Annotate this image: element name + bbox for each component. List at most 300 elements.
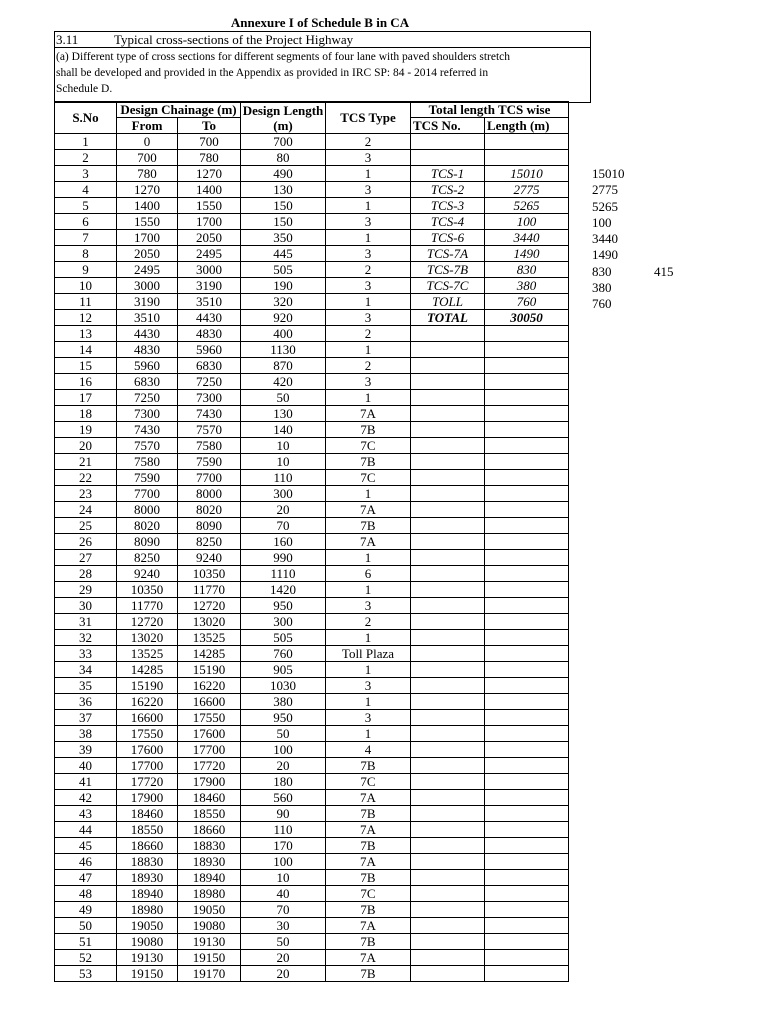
design-length-cell: 10 bbox=[241, 870, 326, 886]
empty-cell bbox=[485, 774, 569, 790]
to-cell: 18930 bbox=[178, 854, 241, 870]
tcs-no-cell: TCS-1 bbox=[411, 166, 485, 182]
table-row bbox=[55, 150, 569, 166]
table-row bbox=[55, 422, 569, 438]
table-row bbox=[55, 886, 569, 902]
from-cell: 19130 bbox=[117, 950, 178, 966]
from-cell: 13525 bbox=[117, 646, 178, 662]
sno-cell: 25 bbox=[55, 518, 117, 534]
tcs-type-cell: 1 bbox=[326, 390, 411, 406]
from-cell: 5960 bbox=[117, 358, 178, 374]
sno-cell: 23 bbox=[55, 486, 117, 502]
table-row bbox=[55, 950, 569, 966]
empty-cell bbox=[485, 422, 569, 438]
design-length-cell: 50 bbox=[241, 934, 326, 950]
design-length-cell: 70 bbox=[241, 518, 326, 534]
from-cell: 18940 bbox=[117, 886, 178, 902]
header-length: Length (m) bbox=[485, 118, 569, 134]
table-row bbox=[55, 870, 569, 886]
tcs-type-cell: 1 bbox=[326, 294, 411, 310]
to-cell: 3000 bbox=[178, 262, 241, 278]
empty-cell bbox=[485, 566, 569, 582]
table-row bbox=[55, 358, 569, 374]
to-cell: 17600 bbox=[178, 726, 241, 742]
tcs-type-cell: 3 bbox=[326, 710, 411, 726]
tcs-type-cell: 7C bbox=[326, 470, 411, 486]
design-length-cell: 170 bbox=[241, 838, 326, 854]
tcs-length-cell: 380 bbox=[485, 278, 569, 294]
sno-cell: 45 bbox=[55, 838, 117, 854]
empty-cell bbox=[411, 614, 485, 630]
design-length-cell: 130 bbox=[241, 406, 326, 422]
empty-cell bbox=[411, 726, 485, 742]
empty-cell bbox=[485, 150, 569, 166]
table-row bbox=[55, 726, 569, 742]
from-cell: 8000 bbox=[117, 502, 178, 518]
tcs-type-cell: 1 bbox=[326, 694, 411, 710]
tcs-type-cell: 3 bbox=[326, 678, 411, 694]
from-cell: 17700 bbox=[117, 758, 178, 774]
from-cell: 7580 bbox=[117, 454, 178, 470]
section-title: Typical cross-sections of the Project Highway bbox=[114, 32, 354, 47]
empty-cell bbox=[411, 646, 485, 662]
to-cell: 17720 bbox=[178, 758, 241, 774]
sno-cell: 50 bbox=[55, 918, 117, 934]
tcs-type-cell: 7B bbox=[326, 454, 411, 470]
to-cell: 13020 bbox=[178, 614, 241, 630]
design-length-cell: 180 bbox=[241, 774, 326, 790]
sno-cell: 16 bbox=[55, 374, 117, 390]
design-length-cell: 10 bbox=[241, 454, 326, 470]
empty-cell bbox=[411, 806, 485, 822]
tcs-type-cell: 1 bbox=[326, 726, 411, 742]
design-length-cell: 905 bbox=[241, 662, 326, 678]
empty-cell bbox=[411, 838, 485, 854]
empty-cell bbox=[485, 790, 569, 806]
empty-cell bbox=[411, 774, 485, 790]
empty-cell bbox=[485, 390, 569, 406]
sno-cell: 34 bbox=[55, 662, 117, 678]
design-length-cell: 20 bbox=[241, 502, 326, 518]
tcs-type-cell: 7A bbox=[326, 854, 411, 870]
tcs-type-cell: 7B bbox=[326, 870, 411, 886]
to-cell: 7700 bbox=[178, 470, 241, 486]
to-cell: 18940 bbox=[178, 870, 241, 886]
tcs-no-cell: TCS-3 bbox=[411, 198, 485, 214]
empty-cell bbox=[411, 566, 485, 582]
empty-cell bbox=[485, 534, 569, 550]
empty-cell bbox=[485, 518, 569, 534]
to-cell: 3190 bbox=[178, 278, 241, 294]
tcs-length-cell: 100 bbox=[485, 214, 569, 230]
empty-cell bbox=[485, 502, 569, 518]
from-cell: 4430 bbox=[117, 326, 178, 342]
design-length-cell: 505 bbox=[241, 630, 326, 646]
sno-cell: 9 bbox=[55, 262, 117, 278]
design-length-cell: 300 bbox=[241, 486, 326, 502]
tcs-type-cell: 1 bbox=[326, 486, 411, 502]
empty-cell bbox=[485, 902, 569, 918]
design-length-cell: 110 bbox=[241, 470, 326, 486]
from-cell: 18660 bbox=[117, 838, 178, 854]
empty-cell bbox=[485, 678, 569, 694]
empty-cell bbox=[485, 358, 569, 374]
tcs-type-cell: Toll Plaza bbox=[326, 646, 411, 662]
tcs-type-cell: 7B bbox=[326, 758, 411, 774]
empty-cell bbox=[485, 326, 569, 342]
empty-cell bbox=[485, 470, 569, 486]
sno-cell: 15 bbox=[55, 358, 117, 374]
sno-cell: 53 bbox=[55, 966, 117, 982]
empty-cell bbox=[411, 966, 485, 982]
design-length-cell: 560 bbox=[241, 790, 326, 806]
sno-cell: 8 bbox=[55, 246, 117, 262]
tcs-length-cell: 1490 bbox=[485, 246, 569, 262]
tcs-type-cell: 1 bbox=[326, 342, 411, 358]
tcs-type-cell: 3 bbox=[326, 310, 411, 326]
table-row bbox=[55, 134, 569, 150]
sno-cell: 6 bbox=[55, 214, 117, 230]
side-value: 15010 bbox=[592, 166, 625, 181]
design-length-cell: 100 bbox=[241, 742, 326, 758]
tcs-type-cell: 7B bbox=[326, 934, 411, 950]
sno-cell: 4 bbox=[55, 182, 117, 198]
table-row bbox=[55, 454, 569, 470]
to-cell: 18830 bbox=[178, 838, 241, 854]
section-header-block bbox=[54, 31, 591, 103]
empty-cell bbox=[411, 358, 485, 374]
design-length-cell: 420 bbox=[241, 374, 326, 390]
to-cell: 7300 bbox=[178, 390, 241, 406]
table-row bbox=[55, 502, 569, 518]
table-row bbox=[55, 518, 569, 534]
side-value: 380 bbox=[592, 280, 612, 296]
design-length-cell: 20 bbox=[241, 950, 326, 966]
sno-cell: 13 bbox=[55, 326, 117, 342]
from-cell: 7570 bbox=[117, 438, 178, 454]
to-cell: 11770 bbox=[178, 582, 241, 598]
side-value: 5265 bbox=[592, 198, 618, 214]
sno-cell: 29 bbox=[55, 582, 117, 598]
empty-cell bbox=[411, 326, 485, 342]
empty-cell bbox=[485, 758, 569, 774]
from-cell: 1400 bbox=[117, 198, 178, 214]
from-cell: 17600 bbox=[117, 742, 178, 758]
empty-cell bbox=[485, 710, 569, 726]
from-cell: 2050 bbox=[117, 246, 178, 262]
sno-cell: 24 bbox=[55, 502, 117, 518]
table-row bbox=[55, 966, 569, 982]
empty-cell bbox=[411, 790, 485, 806]
tcs-no-cell: TCS-7A bbox=[411, 246, 485, 262]
sno-cell: 7 bbox=[55, 230, 117, 246]
empty-cell bbox=[485, 838, 569, 854]
sno-cell: 41 bbox=[55, 774, 117, 790]
to-cell: 7250 bbox=[178, 374, 241, 390]
from-cell: 700 bbox=[117, 150, 178, 166]
design-length-cell: 140 bbox=[241, 422, 326, 438]
from-cell: 16220 bbox=[117, 694, 178, 710]
empty-cell bbox=[411, 486, 485, 502]
table-row bbox=[55, 742, 569, 758]
table-row bbox=[55, 710, 569, 726]
to-cell: 4830 bbox=[178, 326, 241, 342]
empty-cell bbox=[411, 454, 485, 470]
empty-cell bbox=[485, 598, 569, 614]
tcs-type-cell: 7A bbox=[326, 406, 411, 422]
tcs-type-cell: 7A bbox=[326, 502, 411, 518]
from-cell: 17550 bbox=[117, 726, 178, 742]
empty-cell bbox=[411, 950, 485, 966]
to-cell: 19050 bbox=[178, 902, 241, 918]
empty-cell bbox=[485, 550, 569, 566]
from-cell: 18460 bbox=[117, 806, 178, 822]
tcs-no-cell: TOTAL bbox=[411, 310, 485, 326]
table-row bbox=[55, 822, 569, 838]
to-cell: 1700 bbox=[178, 214, 241, 230]
to-cell: 5960 bbox=[178, 342, 241, 358]
empty-cell bbox=[485, 614, 569, 630]
design-length-cell: 10 bbox=[241, 438, 326, 454]
to-cell: 18980 bbox=[178, 886, 241, 902]
design-length-cell: 505 bbox=[241, 262, 326, 278]
sno-cell: 31 bbox=[55, 614, 117, 630]
design-length-cell: 490 bbox=[241, 166, 326, 182]
section-row bbox=[55, 32, 590, 48]
from-cell: 7430 bbox=[117, 422, 178, 438]
tcs-type-cell: 2 bbox=[326, 262, 411, 278]
empty-cell bbox=[485, 854, 569, 870]
tcs-type-cell: 7B bbox=[326, 838, 411, 854]
section-number: 3.11 bbox=[56, 32, 79, 47]
table-row bbox=[55, 758, 569, 774]
to-cell: 19080 bbox=[178, 918, 241, 934]
from-cell: 1700 bbox=[117, 230, 178, 246]
empty-cell bbox=[411, 678, 485, 694]
table-row bbox=[55, 598, 569, 614]
tcs-type-cell: 2 bbox=[326, 326, 411, 342]
empty-cell bbox=[485, 694, 569, 710]
empty-cell bbox=[411, 342, 485, 358]
description-line: Schedule D. bbox=[56, 83, 113, 95]
to-cell: 8000 bbox=[178, 486, 241, 502]
from-cell: 15190 bbox=[117, 678, 178, 694]
empty-cell bbox=[485, 662, 569, 678]
header-tcs-no: TCS No. bbox=[411, 118, 485, 134]
sno-cell: 32 bbox=[55, 630, 117, 646]
empty-cell bbox=[411, 550, 485, 566]
table-row bbox=[55, 374, 569, 390]
to-cell: 7580 bbox=[178, 438, 241, 454]
table-row bbox=[55, 774, 569, 790]
to-cell: 7590 bbox=[178, 454, 241, 470]
tcs-type-cell: 3 bbox=[326, 150, 411, 166]
to-cell: 16600 bbox=[178, 694, 241, 710]
sno-cell: 44 bbox=[55, 822, 117, 838]
sno-cell: 36 bbox=[55, 694, 117, 710]
tcs-type-cell: 3 bbox=[326, 278, 411, 294]
empty-cell bbox=[411, 934, 485, 950]
tcs-type-cell: 7C bbox=[326, 774, 411, 790]
tcs-type-cell: 3 bbox=[326, 214, 411, 230]
from-cell: 10350 bbox=[117, 582, 178, 598]
sno-cell: 46 bbox=[55, 854, 117, 870]
sno-cell: 47 bbox=[55, 870, 117, 886]
design-length-cell: 700 bbox=[241, 134, 326, 150]
empty-cell bbox=[485, 438, 569, 454]
to-cell: 8090 bbox=[178, 518, 241, 534]
side-value: 760 bbox=[592, 296, 612, 312]
from-cell: 11770 bbox=[117, 598, 178, 614]
empty-cell bbox=[485, 646, 569, 662]
header-row-1 bbox=[55, 102, 569, 118]
to-cell: 8250 bbox=[178, 534, 241, 550]
table-row bbox=[55, 838, 569, 854]
empty-cell bbox=[485, 454, 569, 470]
empty-cell bbox=[485, 134, 569, 150]
side-value: 3440 bbox=[592, 231, 618, 247]
sno-cell: 5 bbox=[55, 198, 117, 214]
document-title: Annexure I of Schedule B in CA bbox=[230, 15, 410, 30]
table-row bbox=[55, 470, 569, 486]
sno-cell: 17 bbox=[55, 390, 117, 406]
design-length-cell: 50 bbox=[241, 390, 326, 406]
table-row bbox=[55, 182, 569, 198]
from-cell: 3190 bbox=[117, 294, 178, 310]
design-length-cell: 40 bbox=[241, 886, 326, 902]
table-row bbox=[55, 582, 569, 598]
description-line: (a) Different type of cross sections for different segments of four lane with paved shoulders stretch bbox=[56, 51, 511, 63]
sno-cell: 18 bbox=[55, 406, 117, 422]
empty-cell bbox=[411, 502, 485, 518]
tcs-type-cell: 2 bbox=[326, 614, 411, 630]
to-cell: 2050 bbox=[178, 230, 241, 246]
sno-cell: 14 bbox=[55, 342, 117, 358]
to-cell: 18460 bbox=[178, 790, 241, 806]
to-cell: 19170 bbox=[178, 966, 241, 982]
design-length-cell: 160 bbox=[241, 534, 326, 550]
design-length-cell: 380 bbox=[241, 694, 326, 710]
to-cell: 6830 bbox=[178, 358, 241, 374]
table-row bbox=[55, 854, 569, 870]
empty-cell bbox=[411, 742, 485, 758]
sno-cell: 48 bbox=[55, 886, 117, 902]
to-cell: 7430 bbox=[178, 406, 241, 422]
empty-cell bbox=[411, 438, 485, 454]
sno-cell: 40 bbox=[55, 758, 117, 774]
tcs-type-cell: 1 bbox=[326, 550, 411, 566]
tcs-length-cell: 830 bbox=[485, 262, 569, 278]
tcs-type-cell: 7A bbox=[326, 822, 411, 838]
empty-cell bbox=[485, 822, 569, 838]
tcs-type-cell: 7A bbox=[326, 534, 411, 550]
sno-cell: 26 bbox=[55, 534, 117, 550]
design-length-cell: 130 bbox=[241, 182, 326, 198]
sno-cell: 11 bbox=[55, 294, 117, 310]
design-length-cell: 190 bbox=[241, 278, 326, 294]
to-cell: 14285 bbox=[178, 646, 241, 662]
tcs-type-cell: 1 bbox=[326, 662, 411, 678]
table-row bbox=[55, 678, 569, 694]
empty-cell bbox=[485, 950, 569, 966]
tcs-length-cell: 30050 bbox=[485, 310, 569, 326]
tcs-type-cell: 3 bbox=[326, 598, 411, 614]
tcs-no-cell: TCS-4 bbox=[411, 214, 485, 230]
table-row bbox=[55, 934, 569, 950]
design-length-cell: 70 bbox=[241, 902, 326, 918]
table-row bbox=[55, 262, 569, 278]
tcs-type-cell: 7C bbox=[326, 886, 411, 902]
side-values-column bbox=[592, 166, 625, 313]
tcs-type-cell: 7B bbox=[326, 422, 411, 438]
table-row bbox=[55, 646, 569, 662]
empty-cell bbox=[411, 662, 485, 678]
design-length-cell: 90 bbox=[241, 806, 326, 822]
table-row bbox=[55, 566, 569, 582]
empty-cell bbox=[411, 886, 485, 902]
to-cell: 1270 bbox=[178, 166, 241, 182]
sno-cell: 42 bbox=[55, 790, 117, 806]
design-length-cell: 950 bbox=[241, 598, 326, 614]
tcs-length-cell: 760 bbox=[485, 294, 569, 310]
from-cell: 1270 bbox=[117, 182, 178, 198]
tcs-type-cell: 2 bbox=[326, 358, 411, 374]
extra-value: 415 bbox=[654, 264, 674, 279]
to-cell: 13525 bbox=[178, 630, 241, 646]
table-row bbox=[55, 342, 569, 358]
table-row bbox=[55, 278, 569, 294]
from-cell: 19050 bbox=[117, 918, 178, 934]
design-length-cell: 1030 bbox=[241, 678, 326, 694]
from-cell: 18980 bbox=[117, 902, 178, 918]
empty-cell bbox=[411, 758, 485, 774]
side-value: 1490 bbox=[592, 247, 618, 263]
tcs-type-cell: 1 bbox=[326, 198, 411, 214]
to-cell: 8020 bbox=[178, 502, 241, 518]
table-row bbox=[55, 214, 569, 230]
empty-cell bbox=[411, 630, 485, 646]
tcs-type-cell: 7C bbox=[326, 438, 411, 454]
from-cell: 17900 bbox=[117, 790, 178, 806]
header-from: From bbox=[117, 118, 178, 134]
cross-section-table bbox=[54, 101, 569, 982]
from-cell: 9240 bbox=[117, 566, 178, 582]
tcs-length-cell: 5265 bbox=[485, 198, 569, 214]
design-length-cell: 950 bbox=[241, 710, 326, 726]
to-cell: 700 bbox=[178, 134, 241, 150]
sno-cell: 30 bbox=[55, 598, 117, 614]
sno-cell: 20 bbox=[55, 438, 117, 454]
from-cell: 6830 bbox=[117, 374, 178, 390]
sno-cell: 3 bbox=[55, 166, 117, 182]
table-row bbox=[55, 326, 569, 342]
sno-cell: 27 bbox=[55, 550, 117, 566]
empty-cell bbox=[485, 630, 569, 646]
sno-cell: 52 bbox=[55, 950, 117, 966]
empty-cell bbox=[411, 854, 485, 870]
table-row bbox=[55, 534, 569, 550]
to-cell: 2495 bbox=[178, 246, 241, 262]
design-length-cell: 920 bbox=[241, 310, 326, 326]
sno-cell: 51 bbox=[55, 934, 117, 950]
empty-cell bbox=[411, 374, 485, 390]
to-cell: 17700 bbox=[178, 742, 241, 758]
from-cell: 18550 bbox=[117, 822, 178, 838]
tcs-type-cell: 7A bbox=[326, 950, 411, 966]
side-value: 100 bbox=[592, 214, 612, 230]
design-length-cell: 990 bbox=[241, 550, 326, 566]
tcs-type-cell: 7B bbox=[326, 966, 411, 982]
